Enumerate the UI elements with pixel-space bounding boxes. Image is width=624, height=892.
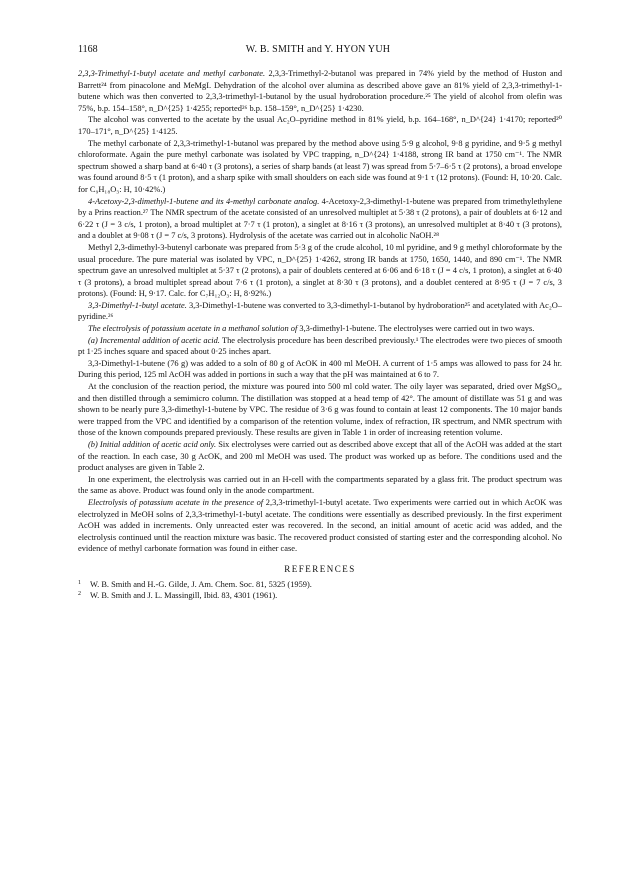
paragraph (78, 335, 562, 358)
paragraph (78, 138, 562, 196)
reference-text: W. B. Smith and J. L. Massingill, Ibid. 83, 4301 (1961). (90, 591, 278, 601)
paragraph-heading: 2,3,3-Trimethyl-1-butyl acetate and methyl carbonate. (78, 69, 266, 78)
paragraph (78, 68, 562, 114)
running-head: W. B. SMITH and Y. HYON YUH (245, 44, 391, 55)
paragraph (78, 242, 562, 300)
reference-item (78, 579, 562, 591)
paragraph (78, 381, 562, 439)
references-heading: REFERENCES (284, 563, 356, 574)
paragraph-text: 2,3,3-Trimethyl-2-butanol was prepared in 74% yield by the method of Huston and Barrett²⁴ from pinacolone and MeMgI. Dehydration of the alcohol over alumina as described above gave an 81% yield of 2,3,3-trimethyl-1-butene which was then converted to 2,3,3-trimethyl-1-butanol by the usual hydroboration procedure.²⁵ The yield of alcohol from olefin was 75%, b.p. 154–158°, n_D^{25} 1·4255; reported²⁶ b.p. 158–159°, n_D^{25} 1·4230. (78, 69, 563, 113)
paragraph (78, 114, 562, 137)
reference-number: 1 (78, 579, 81, 586)
paragraph-heading: 4-Acetoxy-2,3-dimethyl-1-butene and its 4-methyl carbonate analog. (88, 196, 320, 206)
paragraph-text: 2,3,3-trimethyl-1-butyl acetate. Two experiments were carried out in which AcOK was electrolyzed in MeOH solns of 2,3,3-trimethyl-1-butyl acetate. The conditions were essentially as described previously. In the first experiment AcOH was added in increments. Only unreacted ester was recovered. In the second, an initial amount of acetic acid was added, and the electrolysis continued until the reaction mixture was basic. The recovered product consisted of starting ester and the corresponding alcohol. No evidence of methyl carbonate formation was found in either case. (78, 497, 562, 554)
paragraph (78, 439, 562, 474)
paragraph-text: The methyl carbonate of 2,3,3-trimethyl-1-butanol was prepared by the method above using 5·9 g alcohol, 9·8 g pyridine, and 9·5 g methyl chloroformate. Again the pure methyl carbonate was isolated by VPC trapping, n_D^{24} 1·4188, strong IR band at 1750 cm⁻¹. The NMR spectrum showed a sharp band at 6·40 τ (3 protons), a series of sharp bands (at least 7) was spread from 5·7–6·5 τ (2 protons), a broad envelope was found around 8·5 τ (1 proton), and a sharp spike with small shoulders on each side was found at 9·1 τ (12 protons). (Found: H, 10·20. Calc. for C₉H₁₈O₃: H, 10·42%.) (78, 138, 562, 194)
paragraph (78, 358, 562, 381)
page-header (78, 44, 558, 58)
paragraph-text: 4-Acetoxy-2,3-dimethyl-1-butene was prepared from trimethylethylene by a Prins reaction.²⁷ The NMR spectrum of the acetate consisted of an unresolved multiplet at 5·38 τ (2 protons), a pair of doublets at 6·12 and 6·22 τ (J = 3 c/s, 1 proton), a broad multiplet at 7·7 τ (1 proton), a singlet at 8·16 τ (3 protons), an unresolved multiplet at 8·40 τ (3 protons), and a doublet at 9·08 τ (J = 7 c/s, 3 protons). Hydrolysis of the acetate was carried out in alcoholic NaOH.²⁸ (78, 196, 562, 241)
paragraph (78, 323, 562, 335)
page-number: 1168 (78, 44, 98, 55)
paragraph-text: The electrolysis procedure has been described previously.¹ The electrodes were two pieces of smooth pt 1·25 inches square and spaced about 0·25 inches apart. (78, 335, 563, 357)
paragraph-text: Methyl 2,3-dimethyl-3-butenyl carbonate was prepared from 5·3 g of the crude alcohol, 10 ml pyridine, and 9 g methyl chloroformate by the usual procedure. The pure material was isolated by VPC, n_D^{25} 1·4262, strong IR bands at 1750, 1650, 1440, and 890 cm⁻¹. The NMR spectrum gave an unresolved multiplet at 5·37 τ (2 protons), a pair of doublets centered at 6·06 and 6·18 τ (J = 4 c/s, 1 proton), a singlet at 6·40 τ (3 protons), a broad multiplet spread about 7·6 τ (1 proton), a singlet at 8·30 τ (3 protons), and a doublet centered at 8·95 τ (J = 7 c/s, 3 protons). (Found: H, 9·17. Calc. for C₇H₁₂O₃: H, 8·92%.) (78, 242, 562, 299)
reference-text: W. B. Smith and H.-G. Gilde, J. Am. Chem. Soc. 81, 5325 (1959). (90, 579, 312, 589)
paragraph-text: The alcohol was converted to the acetate by the usual Ac₂O–pyridine method in 81% yield, b.p. 164–168°, n_D^{24} 1·4170; reported²⁰ 170–171°, n_D^{25} 1·4125. (78, 115, 562, 136)
paragraph-heading: 3,3-Dimethyl-1-butyl acetate. (88, 300, 187, 310)
reference-item (78, 590, 562, 602)
paragraph (78, 300, 562, 323)
paragraph-text: In one experiment, the electrolysis was carried out in an H-cell with the compartments separated by a glass frit. The product spectrum was the same as above. Product was found only in the anode compartment. (78, 474, 562, 496)
article-body (78, 68, 562, 602)
paragraph-heading: (a) Incremental addition of acetic acid. (88, 335, 220, 345)
reference-number: 2 (78, 591, 81, 598)
paragraph-heading: The electrolysis of potassium acetate in a methanol solution of (88, 324, 298, 334)
paragraph (78, 474, 562, 497)
paragraph (78, 196, 562, 242)
paragraph-text: 3,3-Dimethyl-1-butene was converted to 3,3-dimethyl-1-butanol by hydroboration²⁵ and acetylated with Ac₂O–pyridine.²⁶ (78, 300, 562, 322)
paragraph-text: 3,3-Dimethyl-1-butene (76 g) was added to a soln of 80 g of AcOK in 400 ml MeOH. A current of 1·5 amps was allowed to pass for 24 hr. During this period, 125 ml AcOH was added in portions in such a way that the pH was maintained at 6 to 7. (78, 358, 562, 380)
paragraph (78, 497, 562, 555)
paragraph-heading: (b) Initial addition of acetic acid only. (88, 440, 217, 449)
paragraph-text: 3,3-dimethyl-1-butene. The electrolyses were carried out in two ways. (297, 324, 535, 334)
paragraph-heading: Electrolysis of potassium acetate in the presence of (88, 497, 264, 507)
paragraph-text: Six electrolyses were carried out as described above except that all of the AcOH was added at the start of the reaction. In each case, 30 g AcOK, and 200 ml MeOH was used. The product was worked up as before. The conditions used and the product analyses are given in Table 2. (78, 440, 562, 473)
paragraph-text: At the conclusion of the reaction period, the mixture was poured into 500 ml cold water. The oily layer was separated, dried over MgSO₄, and then distilled through a semimicro column. The distillation was stopped at a head temp of 42°. The amount of distillate was 51 g and was shown to be nearly pure 3,3-dimethyl-1-butene by VPC. The residue of 3·6 g was found to contain at least 12 components. The 10 major bands were trapped from the VPC and identified by a comparison of the retention volume, index of refraction, IR spectrum, and NMR spectrum with those of the known compounds prepared previously. These results are given in Table 1 in order of increasing retention volume. (78, 382, 562, 438)
